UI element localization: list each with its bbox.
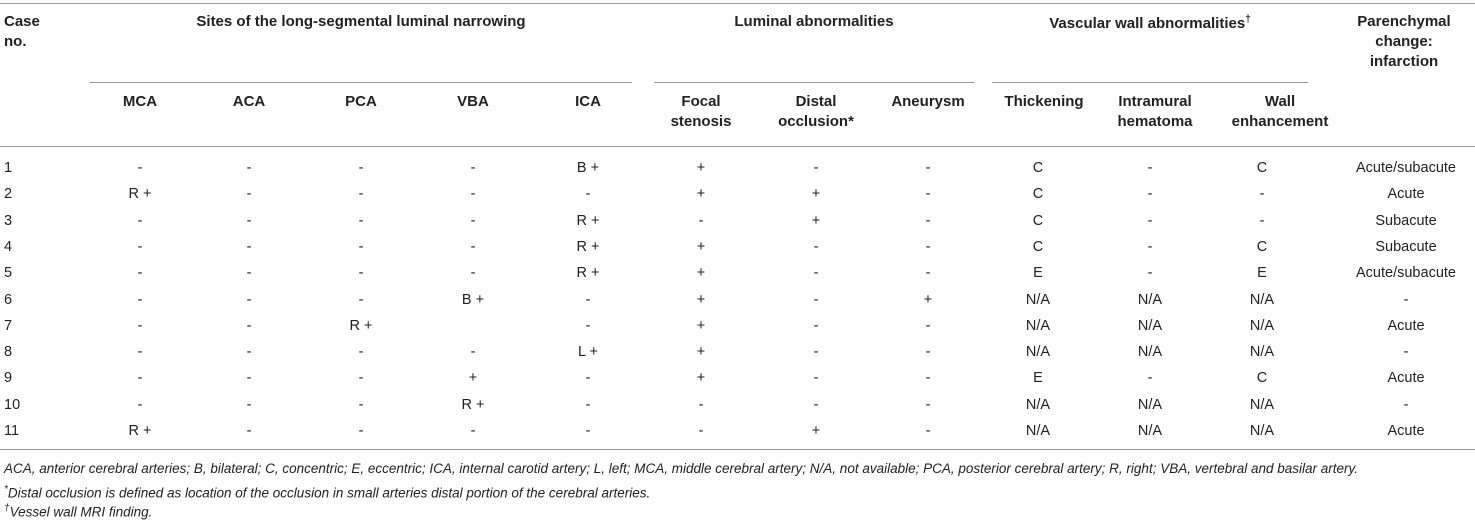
cell-aca: - xyxy=(246,370,252,386)
cell-case-no: 8 xyxy=(4,344,13,360)
cell-pca: - xyxy=(358,160,364,176)
cell-wall-enhancement: C xyxy=(1256,160,1268,176)
cell-intramural-hematoma: - xyxy=(1147,160,1153,176)
cell-ica: - xyxy=(585,186,591,202)
cell-wall-enhancement: E xyxy=(1257,265,1267,281)
dagger-text: Vessel wall MRI finding. xyxy=(9,504,153,520)
cell-mca: - xyxy=(137,370,143,386)
cell-vba: - xyxy=(470,239,476,255)
cell-mca: - xyxy=(137,160,143,176)
star-mark: * xyxy=(4,484,8,495)
cell-vba: + xyxy=(468,370,478,386)
vascular-group-header xyxy=(992,10,1308,34)
col-pca: PCA xyxy=(345,93,377,110)
cell-focal-stenosis: - xyxy=(698,423,704,439)
cell-vba: - xyxy=(470,213,476,229)
col-distal-occlusion: Distal occlusion* xyxy=(778,93,854,130)
cell-case-no: 6 xyxy=(4,292,13,308)
cell-aneurysm: - xyxy=(925,239,931,255)
cell-intramural-hematoma: - xyxy=(1147,213,1153,229)
cell-case-no: 9 xyxy=(4,370,13,386)
cell-intramural-hematoma: N/A xyxy=(1137,292,1163,308)
vessel-wall-footnote xyxy=(4,500,152,522)
cell-ica: L + xyxy=(577,344,599,360)
cell-thickening: N/A xyxy=(1025,344,1051,360)
cell-mca: - xyxy=(137,318,143,334)
cell-thickening: N/A xyxy=(1025,292,1051,308)
cell-aneurysm: - xyxy=(925,213,931,229)
cell-thickening: C xyxy=(1032,239,1044,255)
cell-parenchymal: Acute xyxy=(1387,370,1425,386)
cell-thickening: E xyxy=(1033,370,1043,386)
cell-thickening: N/A xyxy=(1025,397,1051,413)
col-focal-stenosis: Focal stenosis xyxy=(670,93,732,130)
cell-parenchymal: Subacute xyxy=(1375,213,1437,229)
cell-focal-stenosis: + xyxy=(696,318,706,334)
cell-distal-occlusion: - xyxy=(813,265,819,281)
sites-group-header: Sites of the long-segmental luminal narrowing xyxy=(196,13,526,30)
col-mca: MCA xyxy=(122,93,158,110)
cell-distal-occlusion: + xyxy=(811,423,821,439)
table-bottom-rule xyxy=(0,449,1475,450)
cell-aca: - xyxy=(246,292,252,308)
col-intramural-hematoma: Intramural hematoma xyxy=(1117,93,1193,130)
cell-distal-occlusion: - xyxy=(813,397,819,413)
cell-focal-stenosis: - xyxy=(698,213,704,229)
cell-parenchymal: - xyxy=(1403,292,1409,308)
cell-focal-stenosis: + xyxy=(696,265,706,281)
header-bottom-rule xyxy=(0,146,1475,147)
cell-aneurysm: - xyxy=(925,318,931,334)
cell-intramural-hematoma: N/A xyxy=(1137,423,1163,439)
col-thickening: Thickening xyxy=(1004,93,1084,110)
cell-pca: - xyxy=(358,292,364,308)
cell-focal-stenosis: - xyxy=(698,397,704,413)
col-ica: ICA xyxy=(575,93,601,110)
cell-wall-enhancement: N/A xyxy=(1249,397,1275,413)
cell-pca: - xyxy=(358,397,364,413)
cell-focal-stenosis: + xyxy=(696,370,706,386)
cell-ica: R + xyxy=(576,265,600,281)
cell-aneurysm: - xyxy=(925,186,931,202)
case-no-header: Case no. xyxy=(4,13,40,50)
cell-parenchymal: Acute xyxy=(1387,186,1425,202)
cell-vba: - xyxy=(470,265,476,281)
abbreviation-footnote: ACA, anterior cerebral arteries; B, bilateral; C, concentric; E, eccentric; ICA, internal carotid artery; L, left; MCA, middle cerebral artery; N/A, not available; PCA, posterior cerebral artery; R, right; VBA, vertebral and basilar artery. xyxy=(4,461,1359,476)
cell-vba: - xyxy=(470,186,476,202)
cell-mca: - xyxy=(137,213,143,229)
cell-wall-enhancement: N/A xyxy=(1249,318,1275,334)
cell-aneurysm: - xyxy=(925,160,931,176)
cell-aca: - xyxy=(246,397,252,413)
cell-aneurysm: + xyxy=(923,292,933,308)
cell-distal-occlusion: - xyxy=(813,370,819,386)
top-rule xyxy=(0,3,1475,4)
cell-mca: R + xyxy=(128,186,152,202)
cell-thickening: N/A xyxy=(1025,318,1051,334)
cell-aca: - xyxy=(246,213,252,229)
cell-distal-occlusion: + xyxy=(811,186,821,202)
cell-vba: - xyxy=(470,160,476,176)
cell-parenchymal: Acute/subacute xyxy=(1356,265,1456,281)
cell-aneurysm: - xyxy=(925,265,931,281)
cell-mca: R + xyxy=(128,423,152,439)
cell-wall-enhancement: C xyxy=(1256,239,1268,255)
col-vba: VBA xyxy=(457,93,489,110)
cell-aca: - xyxy=(246,160,252,176)
cell-wall-enhancement: N/A xyxy=(1249,344,1275,360)
cell-aca: - xyxy=(246,423,252,439)
cell-ica: - xyxy=(585,318,591,334)
cell-parenchymal: Subacute xyxy=(1375,239,1437,255)
cell-distal-occlusion: - xyxy=(813,318,819,334)
cell-aca: - xyxy=(246,186,252,202)
cell-mca: - xyxy=(137,265,143,281)
cell-wall-enhancement: - xyxy=(1259,213,1265,229)
cell-case-no: 11 xyxy=(4,423,20,439)
cell-focal-stenosis: + xyxy=(696,292,706,308)
cell-ica: R + xyxy=(576,239,600,255)
col-aneurysm: Aneurysm xyxy=(891,93,965,110)
cell-aneurysm: - xyxy=(925,344,931,360)
cell-aca: - xyxy=(246,344,252,360)
cell-ica: - xyxy=(585,397,591,413)
cell-case-no: 1 xyxy=(4,160,13,176)
cell-ica: - xyxy=(585,370,591,386)
cell-focal-stenosis: + xyxy=(696,344,706,360)
cell-case-no: 10 xyxy=(4,397,21,413)
cell-case-no: 2 xyxy=(4,186,13,202)
cell-mca: - xyxy=(137,397,143,413)
vascular-group-rule xyxy=(992,82,1308,83)
cell-pca: - xyxy=(358,265,364,281)
cell-distal-occlusion: - xyxy=(813,292,819,308)
cell-case-no: 4 xyxy=(4,239,13,255)
cell-pca: R + xyxy=(349,318,373,334)
cell-vba: R + xyxy=(461,397,485,413)
cell-thickening: C xyxy=(1032,186,1044,202)
cell-vba: - xyxy=(470,423,476,439)
cell-case-no: 7 xyxy=(4,318,13,334)
cell-pca: - xyxy=(358,186,364,202)
cell-aneurysm: - xyxy=(925,423,931,439)
cell-pca: - xyxy=(358,370,364,386)
cell-aca: - xyxy=(246,318,252,334)
cell-intramural-hematoma: - xyxy=(1147,186,1153,202)
cell-aca: - xyxy=(246,265,252,281)
cell-pca: - xyxy=(358,423,364,439)
cell-intramural-hematoma: N/A xyxy=(1137,318,1163,334)
cell-distal-occlusion: - xyxy=(813,344,819,360)
luminal-group-header: Luminal abnormalities xyxy=(734,13,894,30)
cell-focal-stenosis: + xyxy=(696,186,706,202)
cell-vba: B + xyxy=(461,292,485,308)
cell-pca: - xyxy=(358,213,364,229)
luminal-group-rule xyxy=(654,82,974,83)
cell-thickening: C xyxy=(1032,213,1044,229)
cell-vba: - xyxy=(470,344,476,360)
cell-mca: - xyxy=(137,344,143,360)
cell-thickening: E xyxy=(1033,265,1043,281)
cell-ica: - xyxy=(585,292,591,308)
cell-parenchymal: - xyxy=(1403,397,1409,413)
cell-distal-occlusion: - xyxy=(813,239,819,255)
vascular-group-label: Vascular wall abnormalities xyxy=(1049,15,1246,32)
cell-ica: R + xyxy=(576,213,600,229)
cell-aneurysm: - xyxy=(925,397,931,413)
cell-wall-enhancement: - xyxy=(1259,186,1265,202)
cell-wall-enhancement: N/A xyxy=(1249,423,1275,439)
parenchymal-group-header: Parenchymal change: infarction xyxy=(1357,13,1451,70)
cell-intramural-hematoma: N/A xyxy=(1137,344,1163,360)
cell-wall-enhancement: N/A xyxy=(1249,292,1275,308)
cell-case-no: 5 xyxy=(4,265,13,281)
cell-intramural-hematoma: - xyxy=(1147,370,1153,386)
cell-thickening: N/A xyxy=(1025,423,1051,439)
star-text: Distal occlusion is defined as location of the occlusion in small arteries distal portion of the cerebral arteries. xyxy=(7,485,651,501)
vascular-dagger-mark: † xyxy=(1245,14,1251,25)
cell-parenchymal: - xyxy=(1403,344,1409,360)
cell-intramural-hematoma: - xyxy=(1147,239,1153,255)
cell-distal-occlusion: + xyxy=(811,213,821,229)
cell-wall-enhancement: C xyxy=(1256,370,1268,386)
cell-parenchymal: Acute xyxy=(1387,318,1425,334)
cell-intramural-hematoma: - xyxy=(1147,265,1153,281)
cell-ica: - xyxy=(585,423,591,439)
cell-parenchymal: Acute/subacute xyxy=(1356,160,1456,176)
cell-pca: - xyxy=(358,344,364,360)
cell-mca: - xyxy=(137,292,143,308)
dagger-mark: † xyxy=(4,503,10,514)
col-aca: ACA xyxy=(232,93,266,110)
cell-focal-stenosis: + xyxy=(696,239,706,255)
cell-distal-occlusion: - xyxy=(813,160,819,176)
cell-intramural-hematoma: N/A xyxy=(1137,397,1163,413)
cell-aneurysm: - xyxy=(925,370,931,386)
cell-mca: - xyxy=(137,239,143,255)
cell-case-no: 3 xyxy=(4,213,13,229)
cell-thickening: C xyxy=(1032,160,1044,176)
cell-pca: - xyxy=(358,239,364,255)
cell-ica: B + xyxy=(576,160,600,176)
col-wall-enhancement: Wall enhancement xyxy=(1231,93,1329,130)
sites-group-rule xyxy=(90,82,632,83)
cell-focal-stenosis: + xyxy=(696,160,706,176)
cell-aca: - xyxy=(246,239,252,255)
cell-parenchymal: Acute xyxy=(1387,423,1425,439)
